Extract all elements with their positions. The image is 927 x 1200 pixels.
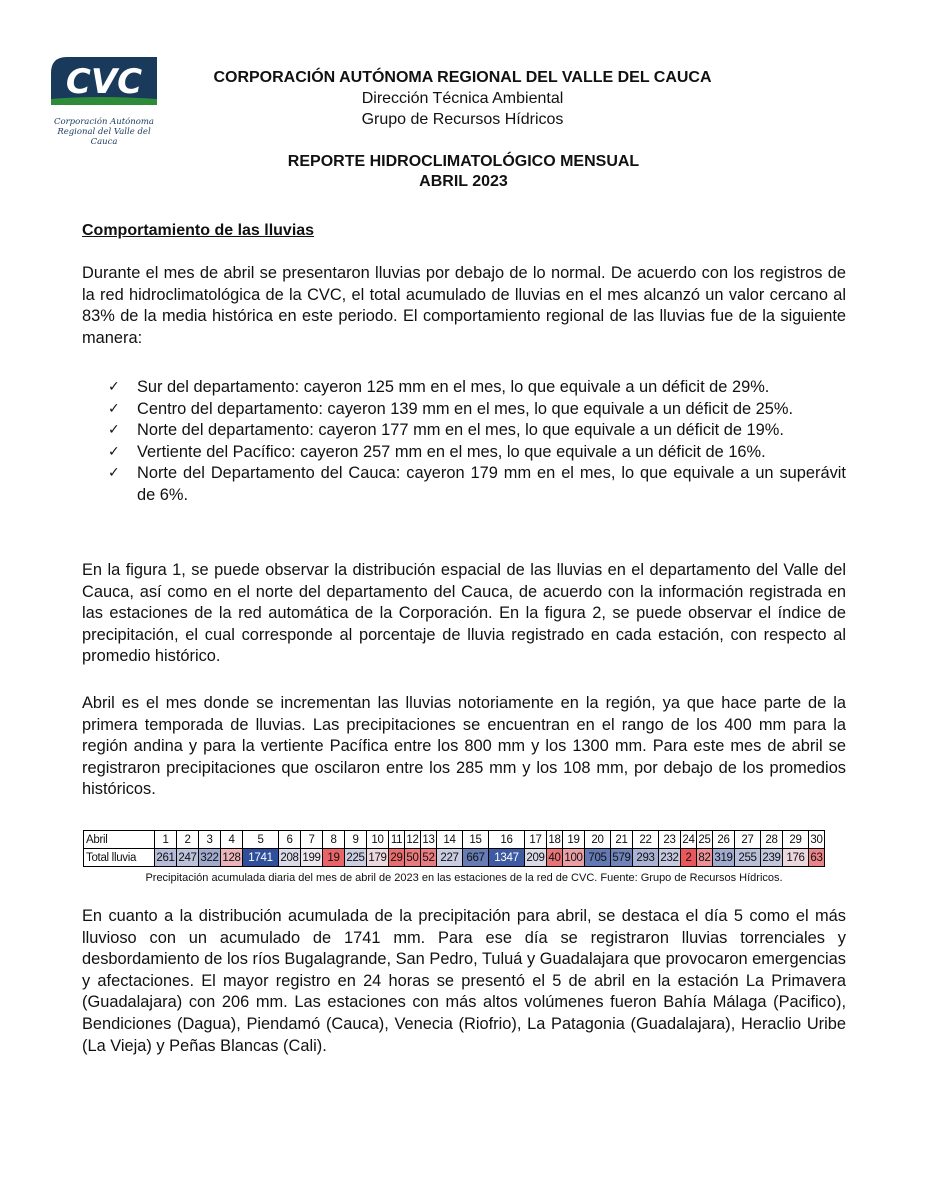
day-header-cell: 17 bbox=[525, 831, 547, 849]
day-header-cell: 22 bbox=[633, 831, 659, 849]
day-header-cell: 7 bbox=[301, 831, 323, 849]
rainfall-value-cell: 2 bbox=[681, 849, 697, 867]
day-header-cell: 18 bbox=[547, 831, 563, 849]
rainfall-value-cell: 40 bbox=[547, 849, 563, 867]
day-header-cell: 1 bbox=[155, 831, 177, 849]
rainfall-value-cell: 208 bbox=[279, 849, 301, 867]
list-item-text: Vertiente del Pacífico: cayeron 257 mm en el mes, lo que equivale a un déficit de 16%. bbox=[137, 442, 766, 461]
check-icon: ✓ bbox=[108, 400, 120, 417]
day-header-cell: 11 bbox=[389, 831, 405, 849]
rainfall-value-cell: 322 bbox=[199, 849, 221, 867]
rainfall-value-cell: 176 bbox=[783, 849, 809, 867]
check-icon: ✓ bbox=[108, 465, 120, 482]
day-header-cell: 8 bbox=[323, 831, 345, 849]
list-item bbox=[108, 442, 846, 464]
rainfall-value-cell: 232 bbox=[659, 849, 681, 867]
rainfall-value-cell: 705 bbox=[585, 849, 611, 867]
daily-rainfall-table bbox=[83, 830, 825, 867]
check-icon: ✓ bbox=[108, 422, 120, 439]
day-header-cell: 6 bbox=[279, 831, 301, 849]
report-title: REPORTE HIDROCLIMATOLÓGICO MENSUAL bbox=[287, 153, 640, 170]
list-item-text: Norte del Departamento del Cauca: cayeron 179 mm en el mes, lo que equivale a un superávit de 6%. bbox=[137, 464, 846, 504]
day-header-cell: 20 bbox=[585, 831, 611, 849]
row-label-month: Abril bbox=[84, 831, 155, 849]
rainfall-value-cell: 179 bbox=[367, 849, 389, 867]
day-header-cell: 14 bbox=[437, 831, 463, 849]
rainfall-value-cell: 199 bbox=[301, 849, 323, 867]
day-header-cell: 13 bbox=[421, 831, 437, 849]
row-label-total: Total lluvia bbox=[84, 849, 155, 867]
rainfall-value-cell: 63 bbox=[809, 849, 825, 867]
day-header-cell: 9 bbox=[345, 831, 367, 849]
paragraph-intro: Durante el mes de abril se presentaron lluvias por debajo de lo normal. De acuerdo con los registros de la red hidroclimatológica de la CVC, el total acumulado de lluvias en el mes alcanzó un valor cercano al 83% de la media histórica en este periodo. El comportamiento regional de las lluvias fue de la siguiente manera: bbox=[82, 264, 846, 347]
report-title-block bbox=[100, 152, 827, 192]
rainfall-value-cell: 50 bbox=[405, 849, 421, 867]
rainfall-value-cell: 1741 bbox=[243, 849, 279, 867]
section-heading: Comportamiento de las lluvias bbox=[82, 222, 315, 239]
rainfall-value-cell: 82 bbox=[697, 849, 713, 867]
day-header-cell: 3 bbox=[199, 831, 221, 849]
rainfall-value-cell: 100 bbox=[563, 849, 585, 867]
rainfall-value-cell: 52 bbox=[421, 849, 437, 867]
rainfall-value-cell: 29 bbox=[389, 849, 405, 867]
organization-header bbox=[175, 68, 750, 130]
organization-title: CORPORACIÓN AUTÓNOMA REGIONAL DEL VALLE DEL CAUCA bbox=[213, 69, 712, 86]
day-header-cell: 15 bbox=[463, 831, 489, 849]
day-header-cell: 25 bbox=[697, 831, 713, 849]
table-caption: Precipitación acumulada diaria del mes de abril de 2023 en las estaciones de la red de CVC. Fuente: Grupo de Recursos Hídricos. bbox=[145, 872, 783, 884]
day-header-cell: 10 bbox=[367, 831, 389, 849]
check-icon: ✓ bbox=[108, 443, 120, 460]
rainfall-value-cell: 255 bbox=[735, 849, 761, 867]
rainfall-value-cell: 667 bbox=[463, 849, 489, 867]
day-header-cell: 23 bbox=[659, 831, 681, 849]
table-header-row bbox=[84, 831, 825, 849]
day-header-cell: 4 bbox=[221, 831, 243, 849]
logo-subtitle-line1: Corporación Autónoma bbox=[53, 117, 154, 127]
list-item bbox=[108, 420, 846, 442]
rainfall-value-cell: 293 bbox=[633, 849, 659, 867]
day-header-cell: 26 bbox=[713, 831, 735, 849]
day-header-cell: 30 bbox=[809, 831, 825, 849]
rainfall-value-cell: 225 bbox=[345, 849, 367, 867]
logo-lettering: CVC bbox=[65, 62, 143, 102]
rainfall-value-cell: 19 bbox=[323, 849, 345, 867]
list-item-text: Sur del departamento: cayeron 125 mm en el mes, lo que equivale a un déficit de 29%. bbox=[137, 378, 770, 396]
paragraph-april-season: Abril es el mes donde se incrementan las lluvias notoriamente en la región, ya que hace parte de la primera temporada de lluvias. Las precipitaciones se encuentran en el rango de los 400 mm para la región andina y para la vertiente Pacífica entre los 800 mm y los 1300 mm. Para este mes de abril se registraron precipitaciones que oscilaron entre los 285 mm y los 108 mm, por debajo de los promedios históricos. bbox=[82, 694, 846, 799]
rainfall-value-cell: 1347 bbox=[489, 849, 525, 867]
day-header-cell: 2 bbox=[177, 831, 199, 849]
rainfall-value-cell: 261 bbox=[155, 849, 177, 867]
rainfall-value-cell: 579 bbox=[611, 849, 633, 867]
paragraph-distribution: En cuanto a la distribución acumulada de la precipitación para abril, se destaca el día 5 como el más lluvioso con un acumulado de 1741 mm. Para ese día se registraron lluvias torrenciales y desbordamiento de los ríos Bugalagrande, San Pedro, Tuluá y Guadalajara que provocaron emergencias y afectaciones. El mayor registro en 24 horas se presentó el 5 de abril en la estación La Primavera (Guadalajara) con 206 mm. Las estaciones con más altos volúmenes fueron Bahía Málaga (Pacifico), Bendiciones (Dagua), Piendamó (Cauca), Venecia (Riofrio), La Patagonia (Guadalajara), Heraclio Uribe (La Vieja) y Peñas Blancas (Cali). bbox=[82, 907, 846, 1055]
organization-group: Grupo de Recursos Hídricos bbox=[361, 111, 564, 128]
day-header-cell: 27 bbox=[735, 831, 761, 849]
day-header-cell: 21 bbox=[611, 831, 633, 849]
day-header-cell: 19 bbox=[563, 831, 585, 849]
check-icon: ✓ bbox=[108, 379, 120, 395]
rainfall-value-cell: 319 bbox=[713, 849, 735, 867]
list-item-text: Centro del departamento: cayeron 139 mm en el mes, lo que equivale a un déficit de 25%. bbox=[137, 399, 794, 418]
day-header-cell: 12 bbox=[405, 831, 421, 849]
logo-subtitle-line2: Regional del Valle del Cauca bbox=[57, 127, 151, 147]
report-period: ABRIL 2023 bbox=[419, 173, 508, 190]
rainfall-value-cell: 239 bbox=[761, 849, 783, 867]
list-item bbox=[108, 463, 846, 506]
day-header-cell: 16 bbox=[489, 831, 525, 849]
day-header-cell: 5 bbox=[243, 831, 279, 849]
list-item bbox=[108, 399, 846, 421]
regional-rainfall-list bbox=[108, 377, 846, 507]
list-item-text: Norte del departamento: cayeron 177 mm en el mes, lo que equivale a un déficit de 19%. bbox=[137, 421, 784, 440]
rainfall-value-cell: 227 bbox=[437, 849, 463, 867]
day-header-cell: 24 bbox=[681, 831, 697, 849]
cvc-logo bbox=[49, 55, 159, 147]
paragraph-figures: En la figura 1, se puede observar la distribución espacial de las lluvias en el departamento del Valle del Cauca, así como en el norte del departamento del Cauca, de acuerdo con la información registrada en las estaciones de la red automática de la Corporación. En la figura 2, se puede observar el índice de precipitación, el cual corresponde al porcentaje de lluvia registrado en cada estación, con respecto al promedio histórico. bbox=[82, 561, 846, 666]
list-item bbox=[108, 377, 846, 399]
rainfall-value-cell: 128 bbox=[221, 849, 243, 867]
day-header-cell: 29 bbox=[783, 831, 809, 849]
rainfall-value-cell: 247 bbox=[177, 849, 199, 867]
organization-department: Dirección Técnica Ambiental bbox=[361, 90, 564, 107]
rainfall-value-cell: 209 bbox=[525, 849, 547, 867]
table-row bbox=[84, 849, 825, 867]
day-header-cell: 28 bbox=[761, 831, 783, 849]
